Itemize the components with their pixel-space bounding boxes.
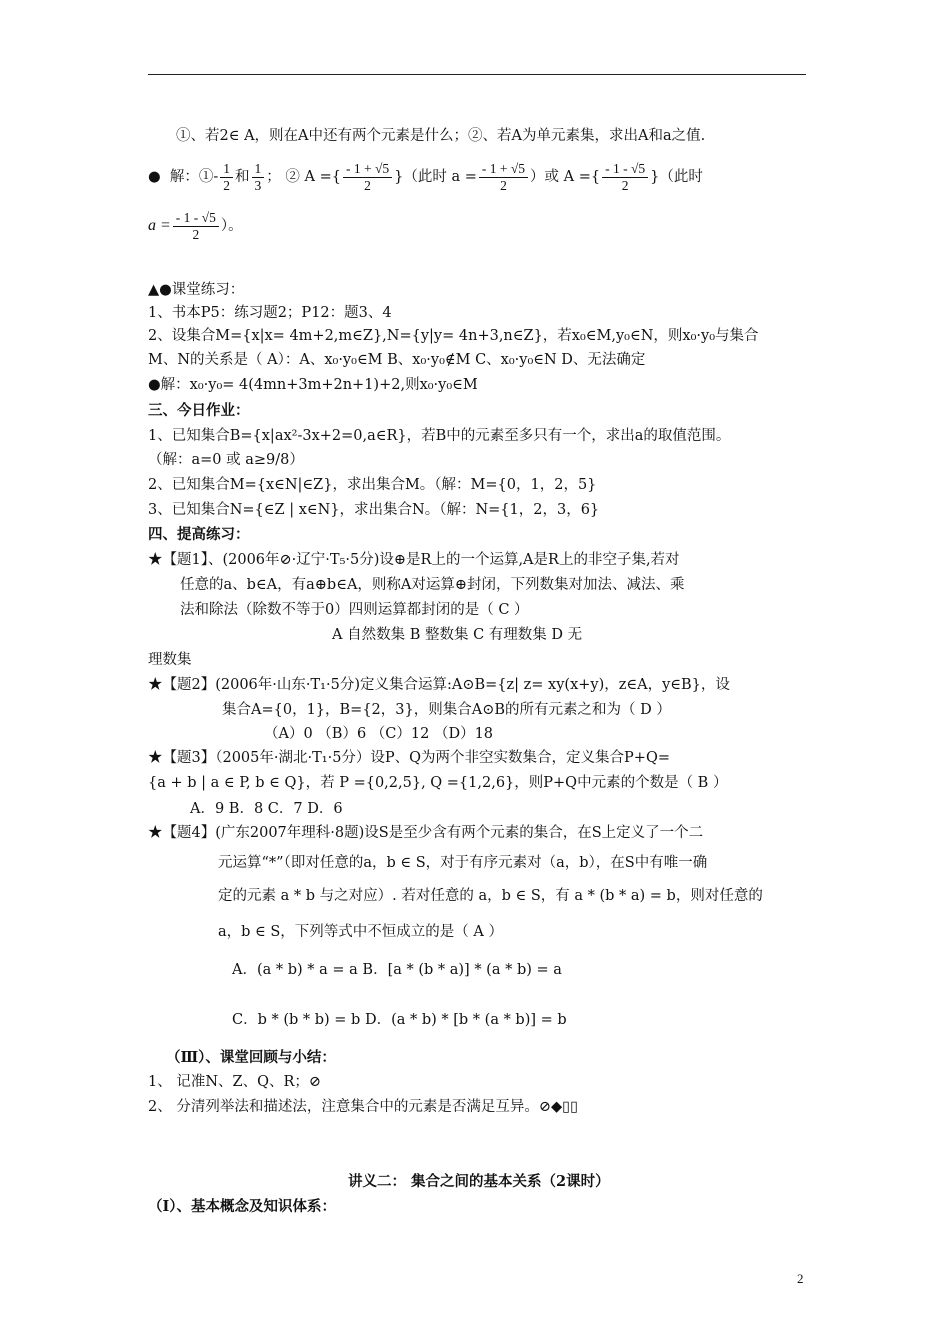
question-4-line-2: 元运算“*”（即对任意的a，b ∈ S，对于有序元素对（a，b），在S中有唯一确 [218,855,708,871]
fraction: $\frac{1}{2}$ [220,161,233,194]
question-4-line-4: a，b ∈ S，下列等式中不恒成立的是（ A ） [218,924,504,940]
advanced-title: 四、提高练习： [148,526,250,543]
fraction: $\frac{- 1 - √5}{2}$ [173,210,219,243]
review-item-2: 2、 分清列举法和描述法，注意集合中的元素是否满足互异。⊘◆▯▯ [148,1099,579,1115]
section-heading: （Ⅰ）、基本概念及知识体系： [148,1198,337,1215]
header-rule [148,74,806,75]
homework-item-1: 1、已知集合B={x|ax²-3x+2=0,a∈R}，若B中的元素至多只有一个，求出a的取值范围。 [148,428,731,444]
homework-item-2: 2、已知集合M={x∈N|∈Z}，求出集合M。（解：M={0，1，2，5} [148,477,597,493]
question-1-line-3: 法和除法（除数不等于0）四则运算都封闭的是（ C ） [180,602,529,618]
question-2-line-2: 集合A={0，1}，B={2，3}，则集合A⊙B的所有元素之和为（ D ） [222,702,671,718]
question-1-line-2: 任意的a、b∈A，有a⊕b∈A，则称A对运算⊕封闭，下列数集对加法、减法、乘 [180,577,685,593]
question-1-options: A 自然数集 B 整数集 C 有理数集 D 无 [332,627,583,643]
review-item-1: 1、 记准N、Z、Q、R；⊘ [148,1074,322,1090]
lecture-title: 讲义二： 集合之间的基本关系（2课时） [348,1173,610,1190]
question-2-options: （A）0 （B）6 （C）12 （D）18 [264,726,494,742]
practice-item-1: 1、书本P5：练习题2；P12：题3、4 [148,305,392,321]
question-4: ★【题4】(广东2007年理科·8题)设S是至少含有两个元素的集合，在S上定义了一个二 [148,825,704,841]
question-3-options: A．9 B．8 C．7 D．6 [190,801,343,817]
question-3: ★【题3】（2005年·湖北·T₁·5分）设P、Q为两个非空实数集合，定义集合P+Q= [148,750,670,766]
fraction: $\frac{- 1 + √5}{2}$ [343,161,392,194]
question-4-line-3: 定的元素 a * b 与之对应）. 若对任意的 a，b ∈ S，有 a * (b * a) = b，则对任意的 [218,888,763,904]
solution-line-2: a = $\frac{- 1 - √5}{2}$ ）。 [148,209,243,242]
fraction: $\frac{- 1 + √5}{2}$ [479,161,528,194]
solution-line: ● 解：①- $\frac{1}{2}$ 和 $\frac{1}{3}$ ； ② A ={ $\frac{- 1 + √5}{2}$ }（此时 a = $\frac{- 1 + √5}{2}$ ）或 A ={ $\frac{- 1 - √5}{2}$ }（此时 [148,160,703,193]
question-4-options-ab: A．(a * b) * a = a B．[a * (b * a)] * (a * b) = a [232,962,562,978]
practice-item-2-cont: M、N的关系是（ A）：A、x₀·y₀∈M B、x₀·y₀∉M C、x₀·y₀∈N D、无法确定 [148,352,646,368]
question-3-line-2: {a + b | a ∈ P, b ∈ Q}，若 P ={0,2,5}, Q ={1,2,6}，则P+Q中元素的个数是（ B ） [148,775,728,791]
bullet: ● [148,169,161,185]
question-4-options-cd: C．b * (b * b) = b D．(a * b) * [b * (a * b)] = b [232,1012,567,1028]
homework-title: 三、今日作业： [148,402,250,419]
question-1-options-cont: 理数集 [148,652,192,668]
practice-item-2: 2、设集合M={x|x= 4m+2,m∈Z},N={y|y= 4n+3,n∈Z}，若x₀∈M,y₀∈N，则x₀·y₀与集合 [148,328,759,344]
problem-line: ①、若2∈ A，则在A中还有两个元素是什么；②、若A为单元素集，求出A和a之值. [176,128,706,144]
question-1: ★【题1】、(2006年⊘·辽宁·T₅·5分)设⊕是R上的一个运算,A是R上的非空子集,若对 [148,552,680,568]
practice-title: ▲●课堂练习： [148,282,245,298]
homework-item-3: 3、已知集合N={∈Z | x∈N}，求出集合N。（解：N={1，2，3，6} [148,502,600,518]
fraction: $\frac{- 1 - √5}{2}$ [602,161,648,194]
practice-solution: ●解：x₀·y₀= 4(4mn+3m+2n+1)+2,则x₀·y₀∈M [148,377,478,393]
review-title: （Ⅲ）、课堂回顾与小结： [166,1049,336,1066]
question-2: ★【题2】(2006年·山东·T₁·5分)定义集合运算:A⊙B={z| z= xy(x+y)，z∈A，y∈B}，设 [148,677,730,693]
homework-item-1-solution: （解：a=0 或 a≥9/8） [148,452,304,468]
fraction: $\frac{1}{3}$ [252,161,265,194]
page-number: 2 [797,1271,804,1286]
